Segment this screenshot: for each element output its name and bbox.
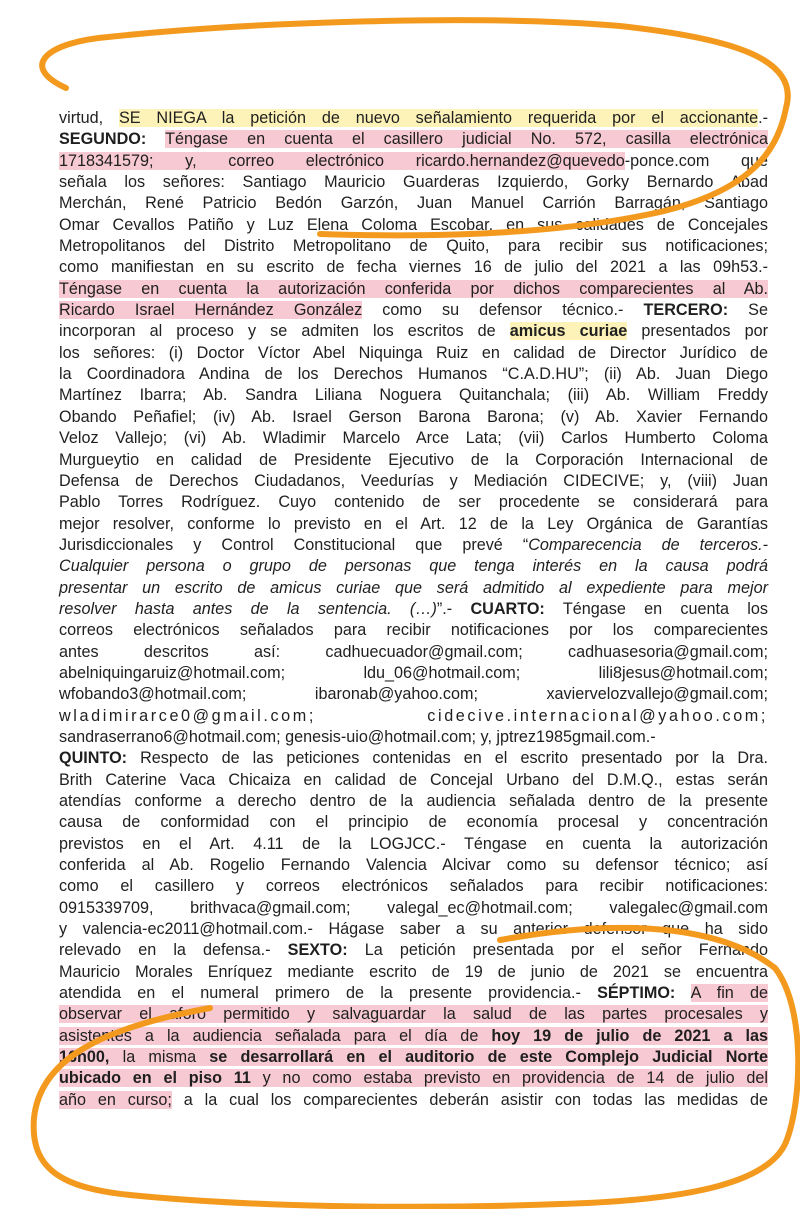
text-segment: como manifiestan en su escrito de fecha viernes 16 de julio del 2021 a las 09h53.- [59,258,768,277]
text-line [59,172,768,193]
text-segment: correos electrónicos señalados para recibir notificaciones por los comparecientes [59,621,768,640]
text-segment: hoy 19 de julio de 2021 a las [491,1026,768,1045]
text-segment: Téngase en cuenta el casillero judicial No. 572, casilla electrónica [165,130,768,149]
text-segment: presentar un escrito de amicus curiae que será admitido al expediente para mejor [59,578,768,597]
text-line [59,514,768,535]
text-segment: Mauricio Morales Enríquez mediante escrito de 19 de junio de 2021 se encuentra [59,962,768,981]
text-line [59,983,768,1004]
text-segment: a la cual los comparecientes deberán asistir con todas las medidas de [171,1090,768,1109]
text-segment: SEGUNDO: [59,130,147,149]
text-line [59,578,768,599]
text-segment: Comparecencia de terceros.- [528,535,769,554]
text-segment: -ponce.com que [624,151,768,170]
text-segment: wfobando3@hotmail.com; ibaronab@yahoo.com; xaviervelozvallejo@gmail.com; [59,685,768,704]
text-line [59,321,768,342]
text-line [59,257,768,278]
text-line [59,706,768,727]
text-line [59,215,768,236]
text-segment: amicus curiae [509,322,628,341]
text-segment: causa de conformidad con el principio de economía procesal y concentración [59,813,768,832]
text-segment: señala los señores: Santiago Mauricio Guarderas Izquierdo, Gorky Bernardo Abad [59,173,768,192]
text-segment: 16h00, [59,1048,110,1067]
text-line [59,471,768,492]
text-segment: la Coordinadora Andina de los Derechos Humanos “C.A.D.HU”; (ii) Ab. Juan Diego [59,365,768,384]
text-segment: Metropolitanos del Distrito Metropolitano de Quito, para recibir sus notificaciones; [59,237,768,256]
text-segment: como el casillero y correos electrónicos señalados para recibir notificaciones: [59,877,768,896]
text-line [59,962,768,983]
text-line [59,663,768,684]
text-segment: la misma [109,1048,210,1067]
text-segment: sandraserrano6@hotmail.com; genesis-uio@hotmail.com; y, jptrez1985gmail.com.- [59,727,656,746]
text-line [59,129,768,150]
text-segment: Téngase en cuenta los [544,599,769,618]
text-line [59,1004,768,1025]
text-segment: Jurisdiccionales y Control Constitucional que prevé “ [59,535,529,554]
text-line [59,727,768,748]
text-segment: año en curso; [59,1090,172,1109]
text-segment: 1718341579; y, correo electrónico ricardo.hernandez@quevedo [59,151,625,170]
text-line [59,855,768,876]
text-segment: Omar Cevallos Patiño y Luz Elena Coloma Escobar, en sus calidades de Concejales [59,215,768,234]
text-line [59,834,768,855]
text-segment: SE NIEGA la petición de nuevo señalamiento requerida por el accionante [118,109,759,127]
text-segment: mejor resolver, conforme lo previsto en el Art. 12 de la Ley Orgánica de Garantías [59,514,768,533]
text-line [59,748,768,769]
text-segment: resolver hasta antes de la sentencia. (…) [59,599,437,618]
text-segment: virtud, [59,109,119,127]
text-line [59,599,768,620]
text-segment: Se [728,301,768,320]
text-segment: ubicado en el piso 11 [59,1069,251,1088]
text-segment: relevado en la defensa.- [59,941,288,960]
text-segment: previstos en el Art. 4.11 de la LOGJCC.- Téngase en cuenta la autorización [59,834,768,853]
text-segment: los señores: (i) Doctor Víctor Abel Niquinga Ruiz en calidad de Director Jurídico de [59,343,768,362]
text-segment: Veloz Vallejo; (vi) Ab. Wladimir Marcelo Arce Lata; (vii) Carlos Humberto Coloma [59,429,768,448]
text-segment: Merchán, René Patricio Bedón Garzón, Juan Manuel Carrión Barragán, Santiago [59,194,768,213]
text-line [59,492,768,513]
text-segment: .- [758,109,768,127]
text-line [59,1068,768,1089]
text-segment: Defensa de Derechos Ciudadanos, Veedurías y Mediación CIDECIVE; y, (viii) Juan [59,471,768,490]
text-segment: asistentes a la audiencia señalada para el día de [59,1026,492,1045]
text-segment: Cualquier persona o grupo de personas que tenga interés en la causa podrá [59,557,768,576]
text-segment: 0915339709, brithvaca@gmail.com; valegal_ec@hotmail.com; valegalec@gmail.com [59,898,768,917]
text-line [59,450,768,471]
text-line [59,556,768,577]
text-segment: observar el aforo permitido y salvaguardar la salud de las partes procesales y [59,1005,768,1024]
text-segment: atendida en el numeral primero de la presente providencia.- [59,984,598,1003]
text-line [59,770,768,791]
text-line [59,642,768,663]
text-line [59,919,768,940]
text-line [59,898,768,919]
text-line [59,535,768,556]
text-line [59,193,768,214]
text-segment: SÉPTIMO: [597,984,676,1003]
text-line [59,343,768,364]
text-segment: incorporan al proceso y se admiten los escritos de [59,322,510,341]
text-segment: abelniquingaruiz@hotmail.com; ldu_06@hotmail.com; lili8jesus@hotmail.com; [59,663,768,682]
text-segment: antes descritos así: cadhuecuador@gmail.com; cadhuasesoria@gmail.com; [59,642,768,661]
text-segment: TERCERO: [643,301,729,320]
text-line [59,620,768,641]
text-line [59,407,768,428]
text-segment: conferida al Ab. Rogelio Fernando Valencia Alcivar como su defensor técnico; así [59,856,768,875]
text-segment: Pablo Torres Rodríguez. Cuyo contenido de ser procedente se considerará para [59,493,768,512]
text-segment: y no como estaba previsto en providencia de 14 de julio del [250,1069,769,1088]
text-line [59,385,768,406]
text-segment: wladimirarce0@gmail.com; cidecive.internacional@yahoo.com; [59,706,768,725]
text-segment: QUINTO: [59,749,128,768]
text-segment: y valencia-ec2011@hotmail.com.- Hágase saber a su anterior defensor que ha sido [59,920,768,939]
text-segment: A fin de [690,984,768,1003]
text-segment: se desarrollará en el auditorio de este Complejo Judicial Norte [209,1048,768,1067]
text-segment: como su defensor técnico.- [362,301,644,320]
text-line [59,428,768,449]
text-line [59,1090,768,1111]
text-line [59,1026,768,1047]
document-page [59,108,768,1111]
text-line [59,812,768,833]
text-segment: La petición presentada por el señor Fernando [347,941,768,960]
text-segment [146,130,165,148]
text-segment: atendías conforme a derecho dentro de la audiencia señalada dentro de la presente [59,792,768,810]
text-line [59,300,768,321]
text-line [59,108,768,129]
text-segment: SEXTO: [287,941,348,960]
text-segment [675,984,690,1002]
text-segment: Martínez Ibarra; Ab. Sandra Liliana Noguera Quitanchala; (iii) Ab. William Freddy [59,386,768,405]
text-line [59,364,768,385]
text-line [59,940,768,961]
text-line [59,236,768,257]
text-segment: Brith Caterine Vaca Chicaiza en calidad de Concejal Urbano del D.M.Q., estas serán [59,770,768,789]
text-line [59,791,768,812]
text-segment: Ricardo Israel Hernández González [59,301,363,320]
text-segment: Respecto de las peticiones contenidas en el escrito presentado por la Dra. [127,749,768,768]
text-line [59,279,768,300]
text-segment: Téngase en cuenta la autorización conferida por dichos comparecientes al Ab. [59,279,768,298]
text-segment: Obando Peñafiel; (iv) Ab. Israel Gerson Barona Barona; (v) Ab. Xavier Fernando [59,407,768,426]
text-segment: ”.- [436,599,471,618]
text-line [59,684,768,705]
text-line [59,151,768,172]
text-line [59,876,768,897]
text-segment: CUARTO: [470,599,545,618]
text-line [59,1047,768,1068]
text-segment: Murgueytio en calidad de Presidente Ejecutivo de la Corporación Internacional de [59,450,768,469]
text-segment: presentados por [627,322,768,341]
